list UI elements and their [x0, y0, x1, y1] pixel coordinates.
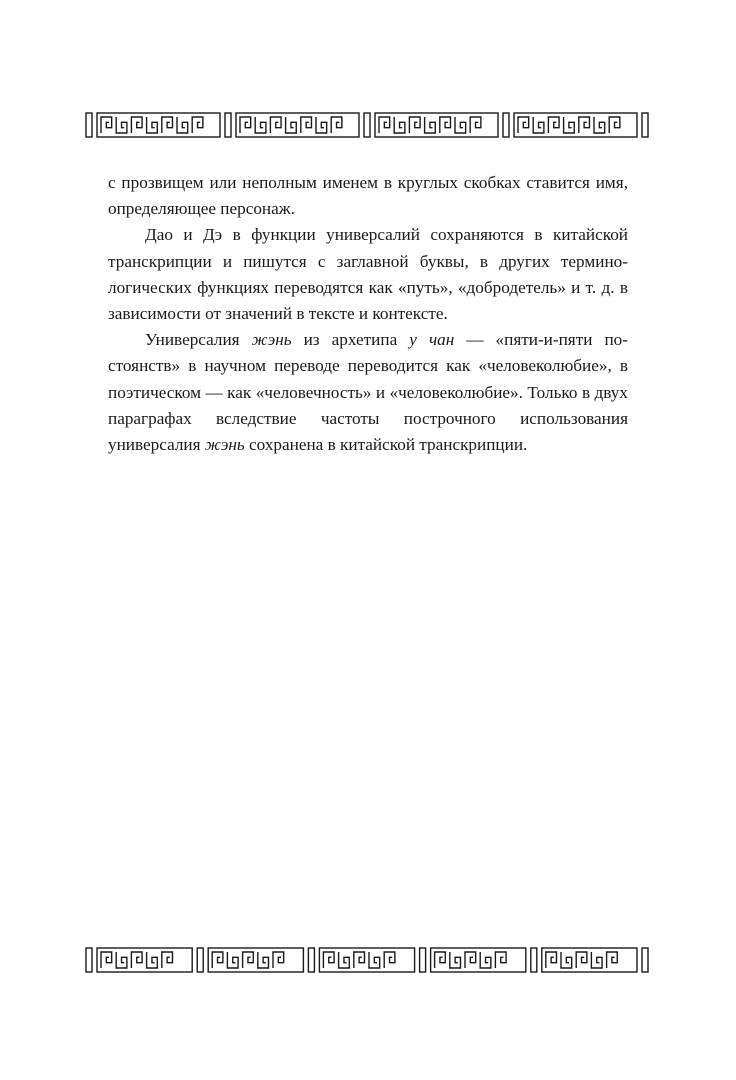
paragraph — [108, 170, 628, 222]
text-run: с прозвищем или неполным именем в круглых скобках ставится имя, определяющее персонаж. — [108, 173, 628, 219]
paragraph — [108, 222, 628, 327]
text-run: сохранена в китайской транскрипции. — [244, 435, 528, 455]
text-run: Дао и Дэ в функции универсалий сохраняются в китайской транскрипции и пишутся с заглавной буквы, в других терминологических функциях переводятся как «путь», «добродетель» и т. д. в зависимости от значений в тексте и контексте. — [108, 225, 628, 324]
text-run: — «пяти-и-пяти постоянств» в научном переводе переводится как «человеколюбие», в поэтическом — как «человечность» и «человеколюбие». Только в двух параграфах вследствие частоты построчного использования универсалия — [108, 330, 628, 455]
top-ornament-border — [0, 105, 736, 145]
bottom-ornament-border — [0, 942, 736, 978]
italic-term: жэнь — [204, 435, 245, 455]
italic-term: жэнь — [251, 330, 292, 350]
italic-term: у чан — [409, 330, 455, 350]
text-run: из архетипа — [291, 330, 410, 350]
paragraph — [108, 327, 628, 458]
text-run: Универсалия — [145, 330, 252, 350]
body-text — [108, 170, 628, 458]
